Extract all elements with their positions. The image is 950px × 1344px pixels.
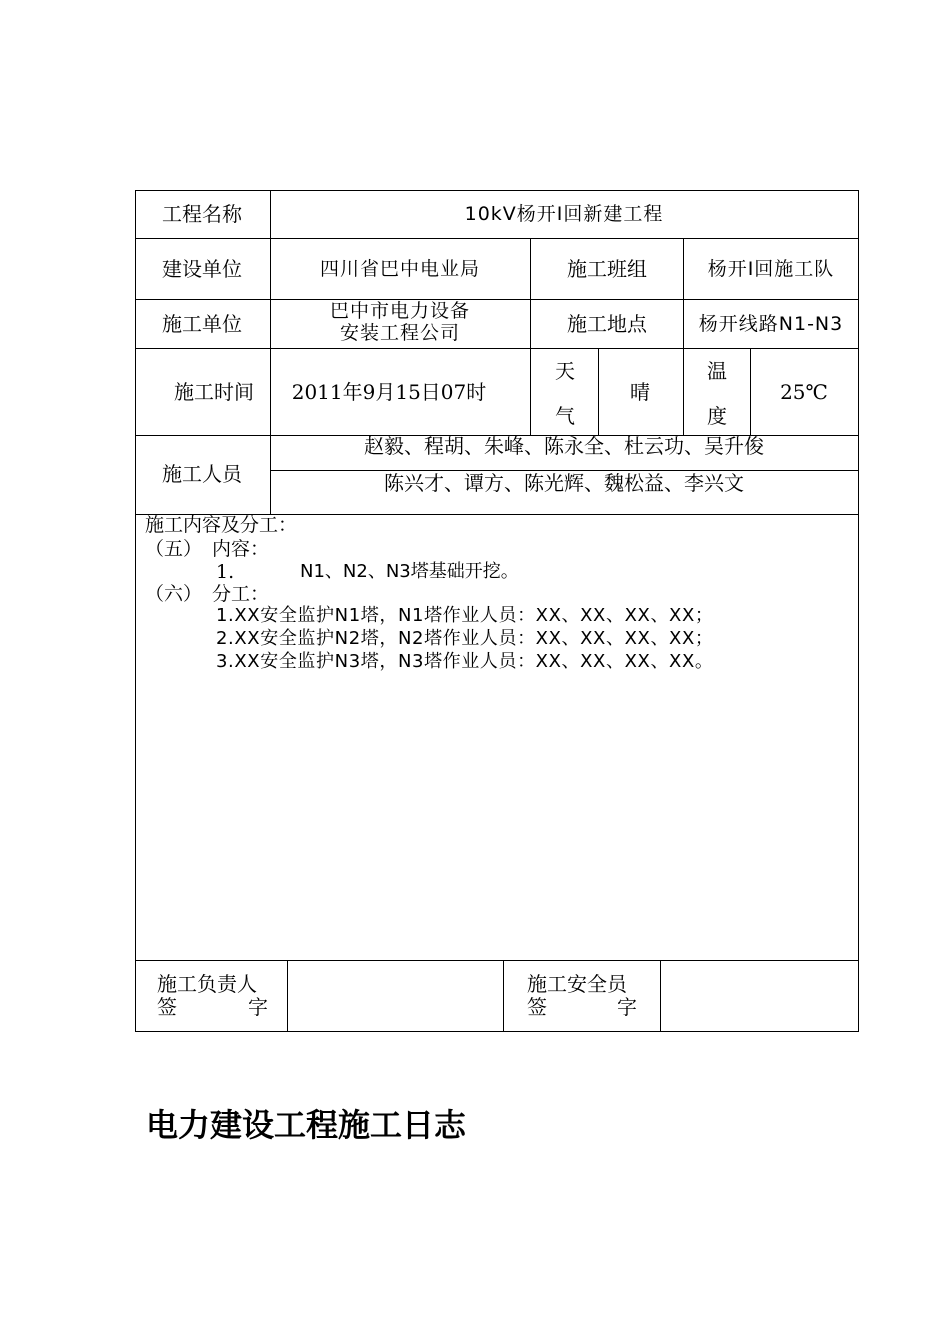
division-line-3: 3.XX安全监护N3塔，N3塔作业人员：XX、XX、XX、XX。 [216,651,714,672]
personnel-line1: 赵毅、程胡、朱峰、陈永全、杜云功、吴升俊 [364,434,764,458]
contractor-value-line2: 安装工程公司 [339,322,461,344]
weather-label-line2: 气 [555,404,575,428]
leader-sign-label-line1: 施工负责人 [157,972,257,996]
table-rule [750,348,751,435]
table-border-bottom [135,1031,859,1032]
table-rule [503,960,504,1031]
leader-signature-field [288,961,502,1031]
temperature-label-line2: 度 [707,404,727,428]
section5-title: 内容： [212,538,270,560]
leader-sign-label-char2: 字 [248,995,268,1019]
table-rule [135,238,859,239]
site-label: 施工地点 [567,312,647,336]
leader-sign-label-char1: 签 [157,995,177,1019]
division-line-1: 1.XX安全监护N1塔，N1塔作业人员：XX、XX、XX、XX； [216,605,714,626]
safety-sign-label-char1: 签 [527,995,547,1019]
item1-text: N1、N2、N3塔基础开挖。 [300,561,519,582]
section6-title: 分工： [212,583,270,605]
page-title: 电力建设工程施工日志 [146,1106,467,1144]
contractor-label: 施工单位 [162,312,242,336]
time-label: 施工时间 [174,380,254,404]
table-rule [270,190,271,514]
item1-number: 1. [216,561,235,583]
personnel-line2: 陈兴才、谭方、陈光辉、魏松益、李兴文 [384,471,744,495]
safety-sign-label-char2: 字 [617,995,637,1019]
owner-label: 建设单位 [162,257,242,281]
owner-value: 四川省巴中电业局 [319,258,481,280]
temperature-label-line1: 温 [707,359,727,383]
table-rule [598,348,599,435]
safety-sign-label-line1: 施工安全员 [527,972,627,996]
table-border-left [135,190,136,1032]
site-value: 杨开线路N1-N3 [698,313,844,335]
time-value: 2011年9月15日07时 [291,380,487,404]
team-value: 杨开Ⅰ回施工队 [707,258,835,280]
project-name-label: 工程名称 [162,202,242,226]
table-rule [135,299,859,300]
section5-label: （五） [145,538,203,560]
temperature-value: 25℃ [780,380,828,404]
safety-signature-field [661,961,857,1031]
table-rule [530,238,531,435]
personnel-label: 施工人员 [162,462,242,486]
table-border-right [858,190,859,1032]
weather-label-line1: 天 [555,359,575,383]
table-border-top [135,190,859,191]
project-name-value: 10kV杨开Ⅰ回新建工程 [464,203,664,225]
table-rule [683,238,684,435]
division-line-2: 2.XX安全监护N2塔，N2塔作业人员：XX、XX、XX、XX； [216,628,714,649]
content-heading: 施工内容及分工： [145,514,298,536]
weather-value: 晴 [630,380,650,404]
section6-label: （六） [145,583,203,605]
contractor-value-line1: 巴中市电力设备 [329,300,471,322]
team-label: 施工班组 [567,257,647,281]
